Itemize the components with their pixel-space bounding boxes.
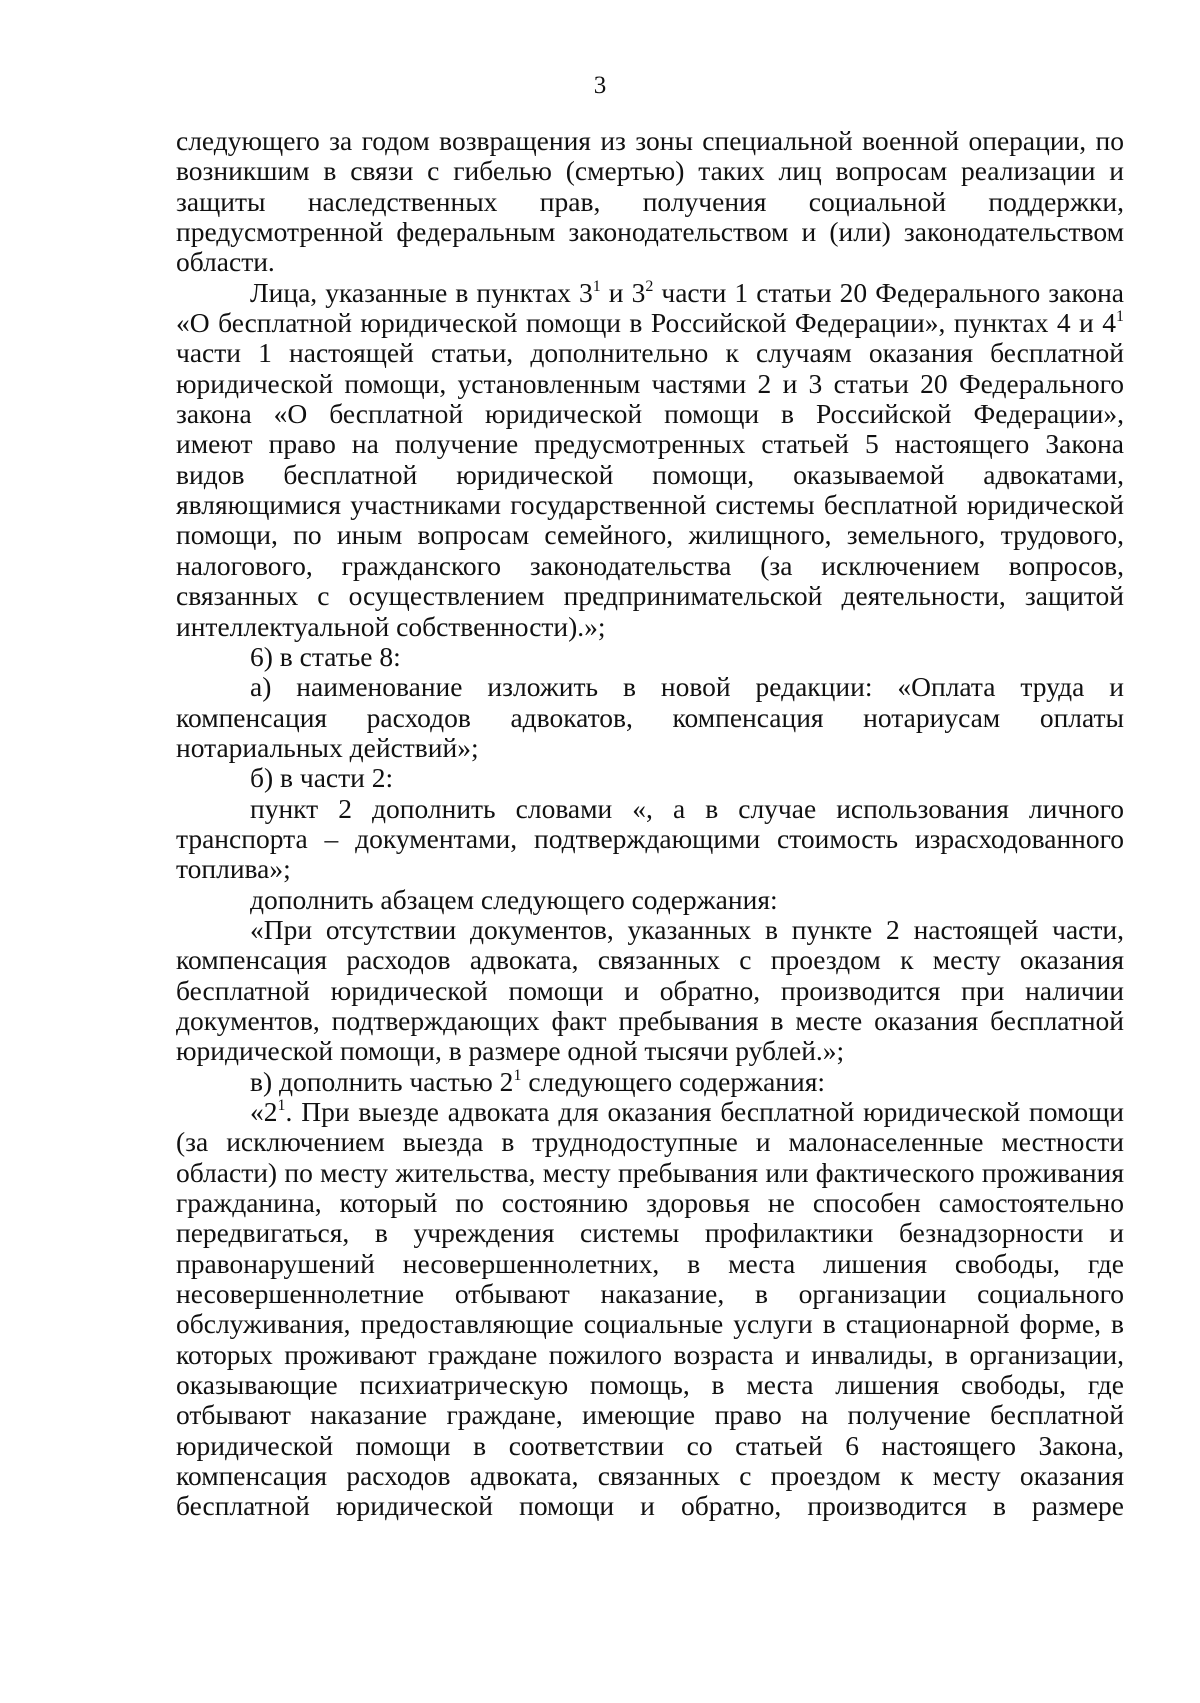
superscript: 1: [513, 1066, 522, 1084]
superscript: 2: [645, 277, 654, 295]
text-segment: . При выезде адвоката для оказания бесплатной юридической помощи: [285, 1096, 1124, 1127]
superscript: 1: [1116, 308, 1124, 326]
text-line: правонарушений несовершеннолетних, в места лишения свободы, где: [176, 1247, 1124, 1279]
text-line: пункт 2 дополнить словами «, а в случае использования личного: [250, 792, 1124, 824]
text-line: имеют право на получение предусмотренных статьей 5 настоящего Закона: [176, 428, 1124, 460]
text-line: гражданина, который по состоянию здоровья не способен самостоятельно: [176, 1187, 1124, 1219]
text-line: дополнить абзацем следующего содержания:: [250, 883, 778, 915]
text-line: 6) в статье 8:: [250, 640, 401, 672]
text-line: видов бесплатной юридической помощи, оказываемой адвокатами,: [176, 458, 1124, 490]
text-segment: «О бесплатной юридической помощи в Российской Федерации», пунктах 4 и 4: [176, 307, 1116, 339]
page-number: 3: [593, 72, 607, 99]
text-line: обслуживания, предоставляющие социальные услуги в стационарной форме, в: [176, 1308, 1124, 1340]
text-line: защиты наследственных прав, получения социальной поддержки,: [176, 185, 1124, 217]
text-line: области.: [176, 246, 275, 278]
text-line: несовершеннолетние отбывают наказание, в организации социального: [176, 1278, 1124, 1310]
superscript: 1: [592, 277, 601, 295]
text-line: [176, 308, 1124, 338]
text-line: части 1 настоящей статьи, дополнительно к случаям оказания бесплатной: [176, 337, 1124, 369]
text-line: б) в части 2:: [250, 762, 394, 794]
text-segment: и 3: [600, 276, 646, 308]
text-line: компенсация расходов адвокатов, компенсация нотариусам оплаты: [176, 701, 1124, 733]
text-segment: части 1 статьи 20 Федерального закона: [653, 276, 1124, 308]
text-line: [176, 1067, 1124, 1097]
text-line: бесплатной юридической помощи и обратно, производится в размере: [176, 1490, 1124, 1522]
text-segment: следующего содержания:: [521, 1065, 826, 1097]
text-line: компенсация расходов адвоката, связанных с проездом к месту оказания: [176, 944, 1124, 976]
text-line: юридической помощи, в размере одной тысячи рублей.»;: [176, 1035, 845, 1067]
document-body: [176, 126, 1124, 1522]
text-line: компенсация расходов адвоката, связанных с проездом к месту оказания: [176, 1460, 1124, 1492]
text-segment: в) дополнить частью 2: [250, 1065, 514, 1097]
text-line: следующего за годом возвращения из зоны специальной военной операции, по: [176, 125, 1124, 156]
text-line: являющимися участниками государственной системы бесплатной юридической: [176, 489, 1124, 521]
text-line: а) наименование изложить в новой редакции: «Оплата труда и: [250, 671, 1124, 703]
text-line: помощи, по иным вопросам семейного, жилищного, земельного, трудового,: [176, 519, 1124, 551]
text-segment: Лица, указанные в пунктах 3: [250, 276, 593, 308]
text-line: транспорта – документами, подтверждающими стоимость израсходованного: [176, 822, 1124, 854]
text-line: «При отсутствии документов, указанных в пункте 2 настоящей части,: [250, 913, 1124, 945]
text-line: отбывают наказание граждане, имеющие право на получение бесплатной: [176, 1399, 1124, 1431]
text-line: предусмотренной федеральным законодательством и (или) законодательством: [176, 216, 1124, 248]
text-line: закона «О бесплатной юридической помощи в Российской Федерации»,: [176, 398, 1124, 430]
text-line: связанных с осуществлением предпринимательской деятельности, защитой: [176, 580, 1124, 612]
text-line: юридической помощи, установленным частями 2 и 3 статьи 20 Федерального: [176, 367, 1124, 399]
text-line: топлива»;: [176, 853, 291, 885]
text-line: возникшим в связи с гибелью (смертью) таких лиц вопросам реализации и: [176, 155, 1124, 187]
text-line: юридической помощи в соответствии со статьей 6 настоящего Закона,: [176, 1429, 1124, 1461]
text-line: бесплатной юридической помощи и обратно, производится при наличии: [176, 974, 1124, 1006]
text-line: интеллектуальной собственности).»;: [176, 610, 606, 642]
text-line: [176, 1097, 1124, 1127]
text-line: нотариальных действий»;: [176, 731, 479, 763]
superscript: 1: [277, 1097, 286, 1114]
text-segment: «2: [250, 1096, 278, 1127]
text-line: передвигаться, в учреждения системы профилактики безнадзорности и: [176, 1217, 1124, 1249]
text-line: области) по месту жительства, месту пребывания или фактического проживания: [176, 1156, 1124, 1188]
text-line: оказывающие психиатрическую помощь, в места лишения свободы, где: [176, 1369, 1124, 1401]
text-line: которых проживают граждане пожилого возраста и инвалиды, в организации,: [176, 1338, 1124, 1370]
text-line: (за исключением выезда в труднодоступные и малонаселенные местности: [176, 1126, 1124, 1158]
text-line: документов, подтверждающих факт пребывания в месте оказания бесплатной: [176, 1004, 1124, 1036]
text-line: налогового, гражданского законодательства (за исключением вопросов,: [176, 549, 1124, 581]
text-line: [176, 278, 1124, 308]
